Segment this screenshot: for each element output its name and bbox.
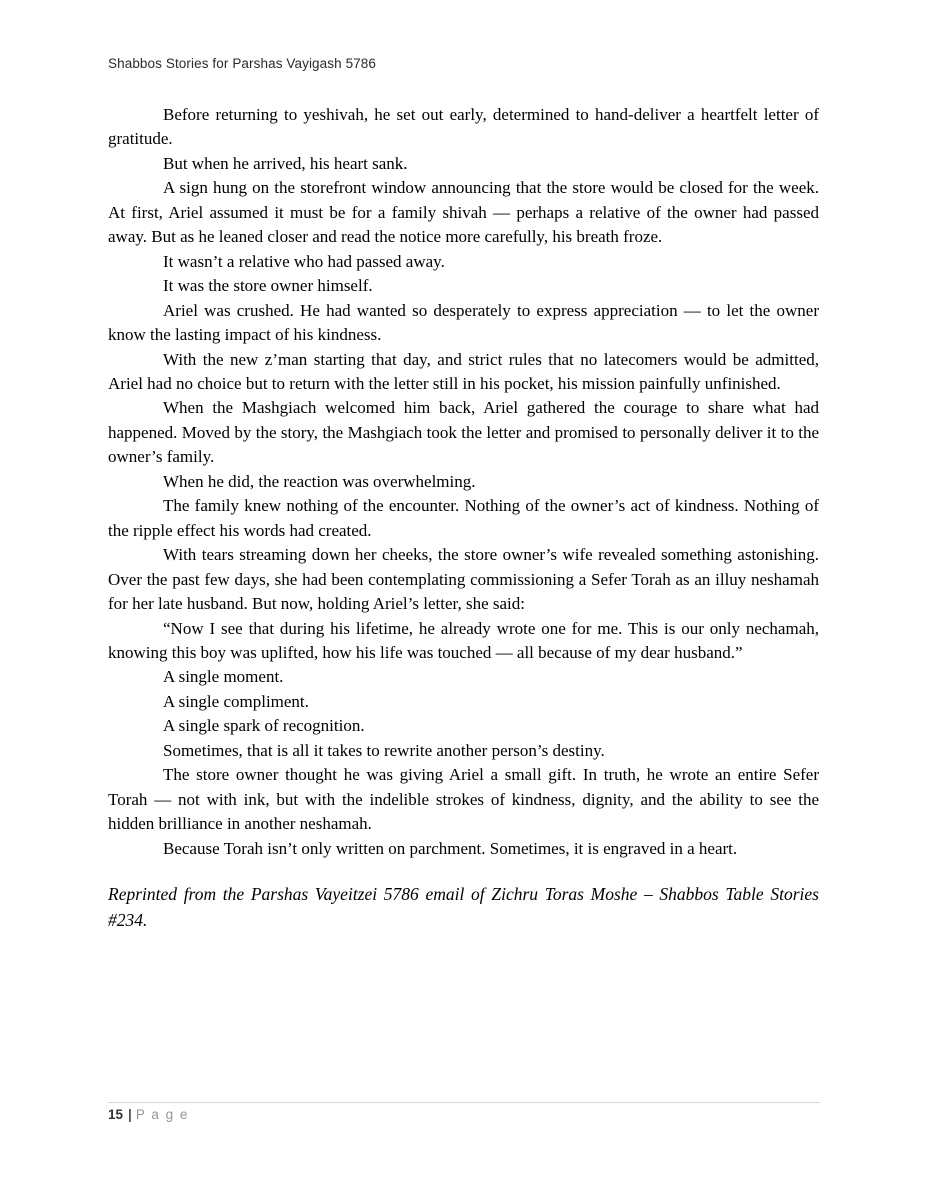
page-label: P a g e: [135, 1107, 189, 1122]
body-paragraph: When he did, the reaction was overwhelming.: [163, 471, 476, 491]
body-paragraph: But when he arrived, his heart sank.: [163, 153, 408, 173]
body-paragraphs: [108, 103, 819, 861]
body-paragraph: The family knew nothing of the encounter. Nothing of the owner’s act of kindness. Nothing of the ripple effect his words had created.: [108, 496, 819, 540]
story-body: [108, 103, 819, 933]
body-paragraph: Before returning to yeshivah, he set out early, determined to hand-deliver a heartfelt letter of gratitude.: [108, 105, 819, 149]
page-footer: [108, 1107, 189, 1122]
header-title: Shabbos Stories for Parshas Vayigash 5786: [108, 56, 377, 71]
body-paragraph: Because Torah isn’t only written on parchment. Sometimes, it is engraved in a heart.: [163, 838, 738, 858]
body-paragraph: “Now I see that during his lifetime, he already wrote one for me. This is our only nechamah, knowing this boy was uplifted, how his life was touched — all because of my dear husband.”: [108, 618, 819, 662]
body-paragraph: Ariel was crushed. He had wanted so desperately to express appreciation — to let the owner know the lasting impact of his kindness.: [108, 300, 819, 345]
attribution-note: Reprinted from the Parshas Vayeitzei 5786 email of Zichru Toras Moshe – Shabbos Table Stories #234.: [108, 884, 819, 930]
page-number: 15: [108, 1107, 124, 1122]
footer-rule: [108, 1102, 820, 1103]
page-header: [108, 56, 819, 71]
body-paragraph: With the new z’man starting that day, and strict rules that no latecomers would be admitted, Ariel had no choice but to return with the letter still in his pocket, his mission painfully unfinished.: [108, 349, 819, 393]
body-paragraph: A single moment.: [163, 667, 284, 687]
body-paragraph: A sign hung on the storefront window announcing that the store would be closed for the week. At first, Ariel assumed it must be for a family shivah — perhaps a relative of the owner had passed away. But as he leaned closer and read the notice more carefully, his breath froze.: [108, 178, 819, 247]
body-paragraph: A single compliment.: [163, 691, 309, 711]
body-paragraph: The store owner thought he was giving Ariel a small gift. In truth, he wrote an entire Sefer Torah — not with ink, but with the indelible strokes of kindness, dignity, and the ability to see the hidden brilliance in another neshamah.: [108, 765, 819, 834]
body-paragraph: It was the store owner himself.: [163, 276, 373, 296]
body-paragraph: With tears streaming down her cheeks, the store owner’s wife revealed something astonishing. Over the past few days, she had been contemplating commissioning a Sefer Torah as an illuy neshamah for her late husband. But now, holding Ariel’s letter, she said:: [108, 545, 819, 614]
footer-separator: |: [128, 1107, 132, 1122]
body-paragraph: When the Mashgiach welcomed him back, Ariel gathered the courage to share what had happened. Moved by the story, the Mashgiach took the letter and promised to personally deliver it to the owner’s family.: [108, 398, 819, 467]
body-paragraph: Sometimes, that is all it takes to rewrite another person’s destiny.: [163, 740, 605, 760]
body-paragraph: It wasn’t a relative who had passed away.: [163, 251, 445, 271]
body-paragraph: A single spark of recognition.: [163, 716, 365, 736]
